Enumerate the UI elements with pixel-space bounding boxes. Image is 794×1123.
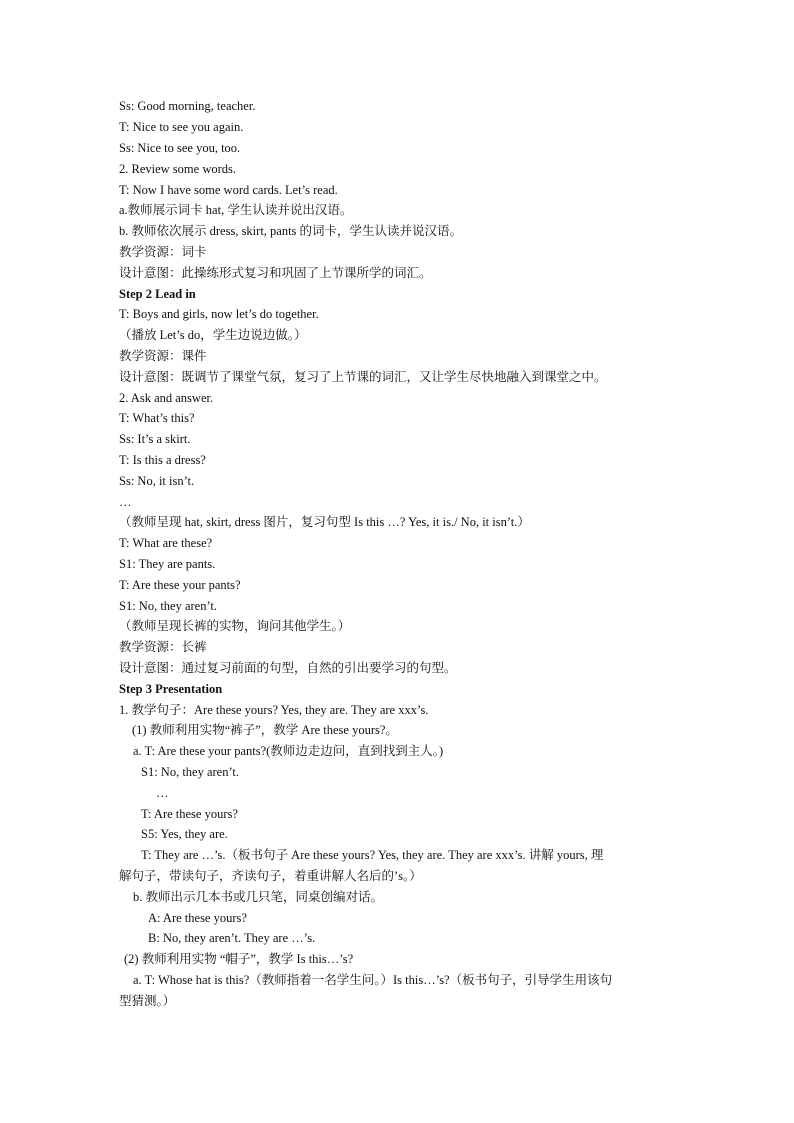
design-intent-line: 设计意图：既调节了课堂气氛，复习了上节课的词汇，又让学生尽快地融入到课堂之中。 <box>119 370 607 384</box>
ellipsis-line: … <box>119 495 132 509</box>
step-item: 1. 教学句子：Are these yours? Yes, they are. They are xxx’s. <box>119 703 429 717</box>
dialogue-line: S5: Yes, they are. <box>141 827 228 841</box>
instruction-line: b. 教师出示几本书或几只笔，同桌创编对话。 <box>133 890 384 904</box>
dialogue-line: Ss: No, it isn’t. <box>119 474 195 488</box>
dialogue-line: T: What’s this? <box>119 411 195 425</box>
instruction-line: a.教师展示词卡 hat, 学生认读并说出汉语。 <box>119 203 353 217</box>
dialogue-line: S1: No, they aren’t. <box>141 765 240 779</box>
dialogue-line: B: No, they aren’t. They are …’s. <box>148 931 316 945</box>
dialogue-line: A: Are these yours? <box>148 911 247 925</box>
dialogue-line: T: What are these? <box>119 536 213 550</box>
instruction-line: 型猜测。） <box>119 994 176 1008</box>
dialogue-line: Ss: Nice to see you, too. <box>119 141 241 155</box>
dialogue-line: T: Now I have some word cards. Let’s read. <box>119 183 338 197</box>
instruction-line: （播放 Let’s do，学生边说边做。） <box>119 328 307 342</box>
resource-line: 教学资源：长裤 <box>119 640 207 654</box>
instruction-line: 解句子，带读句子，齐读句子，着重讲解人名后的’s。） <box>119 869 422 883</box>
instruction-line: （教师呈现 hat, skirt, dress 图片，复习句型 Is this …? Yes, it is./ No, it isn’t.） <box>119 515 530 529</box>
design-intent-line: 设计意图：通过复习前面的句型，自然的引出要学习的句型。 <box>119 661 457 675</box>
dialogue-line: Ss: Good morning, teacher. <box>119 99 256 113</box>
dialogue-line: T: Are these your pants? <box>119 578 241 592</box>
section-heading: Step 3 Presentation <box>119 682 223 696</box>
dialogue-line: T: Boys and girls, now let’s do together. <box>119 307 319 321</box>
dialogue-line: S1: They are pants. <box>119 557 216 571</box>
instruction-line: a. T: Whose hat is this?（教师指着一名学生问。）Is this…’s?（板书句子，引导学生用该句 <box>133 973 613 987</box>
step-item: 2. Review some words. <box>119 162 236 176</box>
dialogue-line: T: Is this a dress? <box>119 453 206 467</box>
instruction-line: b. 教师依次展示 dress, skirt, pants 的词卡，学生认读并说汉语。 <box>119 224 463 238</box>
dialogue-line: T: They are …’s.（板书句子 Are these yours? Yes, they are. They are xxx’s. 讲解 yours, 理 <box>141 848 604 862</box>
design-intent-line: 设计意图：此操练形式复习和巩固了上节课所学的词汇。 <box>119 266 432 280</box>
dialogue-line: S1: No, they aren’t. <box>119 599 218 613</box>
ellipsis-line: … <box>156 786 169 800</box>
instruction-line: （教师呈现长裤的实物，询问其他学生。） <box>119 619 351 633</box>
resource-line: 教学资源：词卡 <box>119 245 207 259</box>
sub-step-item: (1) 教师利用实物“裤子”，教学 Are these yours?。 <box>132 723 398 737</box>
dialogue-line: T: Nice to see you again. <box>119 120 244 134</box>
dialogue-line: T: Are these yours? <box>141 807 238 821</box>
sub-step-item: (2) 教师利用实物 “帽子”，教学 Is this…’s? <box>124 952 354 966</box>
step-item: 2. Ask and answer. <box>119 391 214 405</box>
dialogue-line: a. T: Are these your pants?(教师边走边问，直到找到主人。) <box>133 744 444 758</box>
section-heading: Step 2 Lead in <box>119 287 196 301</box>
dialogue-line: Ss: It’s a skirt. <box>119 432 191 446</box>
resource-line: 教学资源：课件 <box>119 349 207 363</box>
